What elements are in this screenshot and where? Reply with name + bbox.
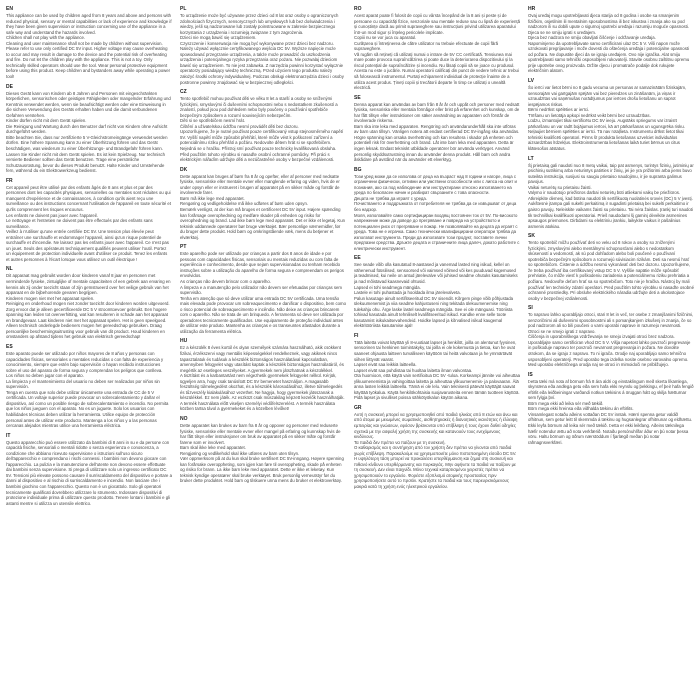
safety-paragraph: Children shall not play with the appliance.	[6, 35, 86, 41]
safety-paragraph: Čiščenja in uporabniškega vzdrževanja ne smejo izvajati otroci brez nadzora.	[528, 334, 675, 340]
safety-paragraph: Upozorňujeme, že je nutné používat pouze certifikovaný vstup stejnosměrného napětí 5V. Vyšší napětí může způsobit přehřátí, které může vést k poškození zařízení a potenciálnímu riziku přehřátí a požáru. Nedovolte dětem hrát si se spotřebičem. Nejedná se o hračku. Přístroj smí používat pouze technicky kvalifikovaná obsluha. Před použitím tohoto výrobku si nasaďte osobní ochranné pomůcky. Při práci s elektrickým nářadím udržujte děti a nezúčastněné osoby v bezpečné vzdálenosti.	[180, 129, 344, 163]
section-body	[180, 251, 346, 334]
section-body	[6, 91, 172, 174]
text-column	[354, 6, 520, 694]
safety-paragraph: Rengjøring og vedlikehold skal ikke utføres av barn uten tilsyn.	[180, 450, 300, 456]
safety-paragraph: Reiniging en onderhoud mogen niet zonder toezicht door kinderen worden uitgevoerd.	[6, 301, 170, 307]
safety-paragraph: Les enfants ne doivent pas jouer avec l'appareil.	[6, 212, 98, 218]
safety-paragraph: Този уред може да се използва от деца на възраст над 8 години и нагоре, лица с ограничени физически, сетивни или умствени способности или с липса на опит и познания, ако са под наблюдение или инструктирани относно използването на уреда по безопасен начин и разбират свързаните с това опасности.	[354, 173, 517, 196]
safety-paragraph: Le nettoyage et l'entretien ne doivent pas être effectués par des enfants sans surveillance.	[6, 218, 153, 229]
safety-instructions-page	[6, 6, 694, 694]
safety-paragraph: Rengøring og vedligeholdelse må ikke udføres af børn uden opsyn.	[180, 201, 309, 207]
safety-paragraph: Børn må ikke lege med apparatet.	[180, 195, 245, 201]
safety-paragraph: Curățarea și întreținerea de către utilizator nu trebuie efectuate de copii fără supraveghere.	[354, 40, 499, 52]
language-code: NL	[6, 266, 13, 273]
safety-paragraph: Моля, използвайте само сертифициран входящ постоянен ток от 5V. По-високото напрежение може да доведе до прегряване и повреда на устройството и потенциален риск от прегряване и пожар. Не позволявайте на децата да играят с уреда. Това не е играчка. Само технически квалифицирани оператори трябва да използват инструмента. Преди да използвате този продукт, поставете лични предпазни средства. Дръжте децата и страничните лица далеч, докато работите с електрически инструмент.	[354, 212, 520, 251]
section-body	[180, 423, 346, 484]
safety-paragraph: Este aparelho pode ser utilizado por crianças a partir dos 8 anos de idade e por pessoas com capacidades físicas, sensoriais ou mentais reduzidas ou com falta de experiência e conhecimento, desde que sejam supervisionadas ou tenham recebido instruções sobre a utilização do aparelho de forma segura e compreendam os perigos envolvidos.	[180, 251, 344, 279]
safety-paragraph: Questo apparecchio può essere utilizzato da bambini di 8 anni in su e da persone con capacità fisiche, sensoriali o mentali ridotte o senza esperienza e conoscenza, a condizione che abbiano ricevuto supervisione o istruzioni sull'uso sicuro dell'apparecchio e comprendano i rischi connessi. I bambini non devono giocare con l'apparecchio. La pulizia e la manutenzione dell'utente non devono essere effettuate dai bambini senza supervisione. Si prega di utilizzare solo un ingresso certificato DC 5V. Tensioni più elevate possono causare il surriscaldamento del dispositivo e portare a danni al dispositivo e al rischio di surriscaldamento e incendio. Non lasciare che i bambini giochino con l'apparecchio. Questo non è un giocattolo. Solo gli operatori tecnicamente qualificati dovrebbero utilizzare lo strumento. Indossare dispositivi di protezione individuale prima di utilizzare questo prodotto. Tenere lontani i bambini e gli astanti mentre si utilizza un utensile elettrico.	[6, 439, 172, 506]
safety-paragraph: Börn mega ekki hreinsa eða viðhalda tækinu án eftirlits.	[528, 406, 634, 412]
safety-paragraph: Kinderen mogen niet met het apparaat spelen.	[6, 295, 95, 301]
section-body	[6, 440, 172, 507]
safety-paragraph: Lapsed ei tohi seadmega mängida.	[354, 284, 421, 290]
language-code: PT	[180, 244, 187, 251]
safety-paragraph: Kinder dürfen nicht mit dem Gerät spielen.	[6, 118, 87, 124]
safety-paragraph: Djeca se ne smiju igrati s uređajem.	[528, 29, 597, 35]
safety-paragraph: Vă rugăm să rețineți că utilizați numai o intrare de 5V CC certificată. Tensiunea mai mare poate provoca supraîncălzirea și poate duce la deteriorarea dispozitivului și la riscul potențial de supraîncălzire și incendiu. Nu lăsați copiii să se joace cu produsul. Acesta nu este o jucărie. Numai operatorii calificați din punct de vedere tehnic ar trebui să folosească instrumentul. Purtați echipament individual de protecție înainte de a utiliza acest produs. Țineți copiii și trecătorii departe în timp ce utilizați o unealtă electrică.	[354, 51, 519, 91]
safety-paragraph: Vinsamlegast notaðu aðeins vottaðan DC 5V inntak. Hærri spenna getur valdið ofhitnun, sem getur leitt til skemmda á tækinu og hugsanlegrar ofhitnunar og eldhættu. Ekki leyfa börnum að leika sér með tækið. Þetta er ekki leikfang. Aðeins tæknilega hæfir notendur ættu að nota verkfærið. Notaðu persónuhlífar áður en þú notar þessa vöru. Haltu börnum og öðrum nærstöddum í fjarlægð meðan þú notar rafmagnsverkfæri.	[528, 411, 693, 445]
language-section	[6, 84, 172, 174]
safety-paragraph: Lastele ei tohi puhastada ja hooldada ilma järelevalveta.	[354, 290, 461, 296]
safety-paragraph: A limpeza e a manutenção pelo utilizador não devem ser efetuadas por crianças sem supervisão.	[180, 284, 342, 296]
safety-paragraph: Lapset eivät saa leikkiä laitteella.	[354, 362, 417, 368]
language-code: FI	[354, 332, 359, 339]
safety-paragraph: Atkreipkite dėmesį, kad būtina naudoti tik sertifikuotą nuolatinės srovės (DC) 5 V įvestį. Aukštesnė įtampa gali sukelti perkaitimą ir sugadinti prietaisą bei sukelti perkaitimo ir gaisro pavojų. Neleiskite vaikams žaisti su prietaisu. Tai nėra žaislas. Įrankį turi naudoti tik techniškai kvalifikuoti operatoriai. Prieš naudodami šį gaminį dėvėkite asmenines apsaugos priemones. Dirbdami su elektriniu įrankiu, laikykite vaikus ir pašalinius asmenis atokiau.	[528, 195, 693, 229]
safety-paragraph: Cet appareil peut être utilisé par des enfants âgés de 8 ans et plus et par des personnes dont les capacités physiques, sensorielles ou mentales sont réduites ou qui manquent d'expérience et de connaissances, à condition qu'ils aient reçu une surveillance ou des instructions concernant l'utilisation de l'appareil en toute sécurité et qu'ils comprennent les risques encourus.	[6, 184, 172, 212]
safety-paragraph: Należy używać wyłącznie certyfikowanego wejścia DC 5V. Wyższe napięcie może spowodować przegrzanie urządzenia, a także może prowadzić do uszkodzenia urządzenia i potencjalnego ryzyka przegrzania oraz pożaru. Nie pozwalaj dzieciom bawić się urządzeniem. To nie jest zabawka. Z narzędzia powinni korzystać wyłącznie operatorzy posiadający wiedzę techniczną. Przed użyciem tego produktu należy założyć środki ochrony indywidualnej. Podczas obsługi elektronarzędzia dzieci i osoby postronne powinny znajdować się w bezpiecznej odległości.	[180, 46, 344, 85]
safety-paragraph: Dit apparaat mag gebruikt worden door kinderen vanaf 8 jaar en personen met verminderde fysieke, zintuiglijke of mentale capaciteiten of een gebrek aan ervaring en kennis als zij onder toezicht staan of zijn geïnstrueerd over het veilige gebruik van het apparaat en de bijbehorende gevaren begrijpen.	[6, 273, 171, 296]
language-code: EE	[354, 255, 361, 262]
section-body	[180, 345, 346, 412]
safety-paragraph: Bemærk venligst, at der kun må bruges et certificeret DC 5V input. Højere spænding kan forårsage overophedning og medføre skader på enheden og risiko for overophedning og brand. Lad ikke børn lege med apparatet. Det er ikke et legetøj. Kun teknisk uddannede operatører bør bruge værktøjet. Bær personlige værnemidler, før du bruger dette produkt. Hold børn og omkringstående væk, mens du betjener et elværktøj.	[180, 206, 346, 240]
language-code: BG	[354, 166, 362, 173]
safety-paragraph: Acest aparat poate fi folosit de copii cu vârsta începând de la 8 ani și peste și de persoane cu capacități fizice, senzoriale sau mentale reduse sau cu lipsă de experiență și cunoștințe dacă au primit supraveghere sau instrucțiuni privind utilizarea aparatului într-un mod sigur și înțeleg pericolele implicate.	[354, 13, 520, 35]
safety-paragraph: Barn ska inte leka med apparaten. Rengöring och användarunderhåll ska inte utföras av barn utan tillsyn. Vänligen notera att endast certifierad DC 5V-ingång ska användas. Högre spänning kan orsaka överhettning och kan resultera i skador på enheten och potentiell risk för överhettning och brand. Låt inte barn leka med apparaten. Detta är ingen leksak. Endast tekniskt utbildade operatörer bör använda verktyget. Använd personlig skyddsutrustning innan du använder denna produkt. Håll barn och andra åskådare på avstånd när du använder ett elverktyg.	[354, 123, 520, 163]
safety-paragraph: Este aparato puede ser utilizado por niños mayores de 8 años y personas con capacidades físicas, sensoriales o mentales reducidas o con falta de experiencia y conocimiento, siempre que estén bajo supervisión o hayan recibido instrucciones sobre el uso del aparato de forma segura y comprendan los peligros que conlleva.	[6, 350, 164, 373]
safety-paragraph: Šį prietaisą gali naudoti nuo 8 metų vaikai, taip pat asmenys, turintys fizinių, jutiminių ar psichinių sutrikimų arba neturintys patirties ir žinių, jei jie yra prižiūrimi arba jiems buvo suteikta instrukcija, susijusi su saugiu prietaiso naudojimu, ir jie supranta galimus pavojus.	[528, 162, 694, 185]
language-section	[180, 89, 346, 163]
safety-paragraph: Napominjemo da upotrebljavate samo certificirani ulaz DC 5 V. Viši napon može uzrokovati pregrijavanje i može dovesti do oštećenja uređaja i potencijalne opasnosti od požara. Ne dopustite djeci da se igraju uređajem. Ovo nije igračka. Alat smiju upotrebljavati samo tehnički osposobljeni rukovatelji. Stavite osobnu zaštitnu opremu prije upotrebe ovog proizvoda. Držite djecu i promatrače podalje dok rukujete električnim alatom.	[528, 40, 690, 74]
language-section	[354, 95, 520, 163]
safety-paragraph: Čištění a uživatelskou údržbu nesmí provádět děti bez dozoru.	[180, 123, 299, 129]
text-column	[6, 6, 172, 694]
safety-paragraph: Ο καθαρισμός και η συντήρηση από τον χρήστη δεν πρέπει να γίνονται από παιδιά χωρίς επίβλεψη. Παρακαλούμε να χρησιμοποιείτε μόνο πιστοποιημένη είσοδο DC 5V. Η υψηλότερη τάση μπορεί να προκαλέσει υπερθέρμανση και ζημιά στη συσκευή και πιθανό κίνδυνο υπερθέρμανσης και πυρκαγιάς. Μην αφήνετε τα παιδιά να παίζουν με τη συσκευή. Δεν είναι παιχνίδι. Μόνο τεχνικά καταρτισμένοι χειριστές πρέπει να χρησιμοποιούν το εργαλείο. Φορέστε εξοπλισμό ατομικής προστασίας πριν χρησιμοποιήσετε αυτό το προϊόν. Κρατήστε τα παιδιά και τους παρευρισκόμενους μακριά κατά τη χρήση ενός ηλεκτρικού εργαλείου.	[354, 445, 517, 490]
section-body	[180, 174, 346, 241]
safety-paragraph: Šo ierīci var lietot bērni no 8 gadu vecuma un personas ar samazinātām fiziskajām, sensorajām vai garīgajām spējām vai bez pieredzes un zināšanām, ja viņas ir uzraudzītas vai saņēmušas norādījumus par ierīces drošu lietošanu un saprot iespējamos riskus.	[528, 85, 687, 107]
safety-paragraph: Bitte beachten Sie, dass nur zertifizierte 5 V-Gleichstromeingänge verwendet werden dürfen. Eine höhere Spannung kann zu einer Überhitzung führen und das Gerät beschädigen, was wiederum zu einer Überhitzungs- und Brandgefahr führen kann. Lassen Sie Kinder nicht mit dem Gerät spielen. Es ist kein Spielzeug. Nur technisch versierte Bediener sollten das Gerät benutzen. Trage eine persönliche Schutzausrüstung, bevor du dieses Produkt benutzt. Halte Kinder und Umstehende fern, während du ein Elektrowerkzeug bedienst.	[6, 134, 168, 174]
safety-paragraph: Börn mega ekki að leika sér með tækið.	[528, 400, 604, 406]
language-code: DK	[180, 166, 188, 173]
language-code: PL	[180, 6, 187, 12]
language-section	[528, 305, 694, 367]
language-code: FR	[6, 177, 13, 184]
safety-paragraph: Bērni nedrīkst spēlēties ar ierīci.	[528, 107, 590, 113]
language-section	[528, 78, 694, 152]
safety-paragraph: La limpieza y el mantenimiento del usuario no deben ser realizados por niños sin supervisión.	[6, 378, 160, 390]
section-body	[528, 163, 694, 230]
safety-paragraph: Tento spotřebič mohou používat děti ve věku 8 let a starší a osoby se sníženými fyzickými, smyslovými či duševními schopnostmi nebo s nedostatkem zkušeností a znalostí, pokud jsou pod dohledem nebo byly poučeny o používání spotřebiče bezpečným způsobem a rozumí souvisejícím nebezpečím.	[180, 96, 338, 118]
safety-paragraph: Lūdzu, izmantojiet tikai sertificētu DC 5V ieeju. Augstāks spriegums var izraisīt pārkaršanu un var radīt bojājumus ierīcei, kā arī pārkaršanas un ugunsgrēka risku. Neļaujiet bērniem spēlēties ar ierīci. Tā nav rotaļlieta. Instrumentu drīkst lietot tikai tehniski kvalificēti operatori. Pirms šī produkta lietošanas uzvelciet individuālos aizsardzības līdzekļus. Elektroinstrumenta lietošanas laikā turiet bērnus un citus klātesošos atstatus.	[528, 118, 685, 152]
safety-paragraph: Czyszczenie i konserwacja nie mogą być wykonywane przez dzieci bez nadzoru.	[180, 40, 334, 46]
section-body	[6, 185, 172, 263]
safety-paragraph: Lapset eivät saa puhdistaa tai huoltaa laitetta ilman valvontaa.	[354, 367, 473, 373]
safety-paragraph: Tätä laitetta voivat käyttää yli 8-vuotiaat lapset ja henkilöt, joilla on alentunut fyysinen, sensorinen tai henkinen toimintakyky, tai joilla ei ole kokemusta ja tietoa, kun he ovat saaneet ohjausta laitteen turvalliseen käyttöön tai heitä valvotaan ja he ymmärtävät siihen liittyvät vaarat.	[354, 339, 517, 362]
language-code: LT	[528, 155, 534, 162]
section-body	[354, 412, 520, 490]
section-body	[528, 312, 694, 367]
section-body	[6, 351, 172, 429]
language-code: DE	[6, 83, 13, 90]
section-body	[6, 273, 172, 340]
safety-paragraph: Otroci se ne smejo igrati z napravo.	[528, 328, 596, 334]
safety-paragraph: Ovaj uređaj mogu upotrebljavati djeca starija od 8 godina i osobe sa smanjenim fizičkim, osjetilnim ili mentalnim sposobnostima ili bez iskustva i znanja ako su pod nadzorom ili su dobili upute o sigurnoj upotrebi uređaja i razumiju moguće opasnosti.	[528, 13, 689, 30]
safety-paragraph: Τα παιδιά δεν πρέπει να παίζουν με τη συσκευή.	[354, 439, 446, 445]
language-section	[180, 244, 346, 334]
text-column	[180, 6, 346, 694]
language-code: SK	[528, 233, 535, 240]
safety-paragraph: This appliance can be used by children aged from 8 years and above and persons with reduced physical, sensory or mental capabilities or lack of experience and knowledge if they have been given supervision or instruction concerning use of the appliance in a safe way and understand the hazards involved.	[6, 13, 172, 35]
language-section	[6, 178, 172, 263]
section-body	[528, 85, 694, 152]
safety-paragraph: Децата не трябва да играят с уреда.	[354, 195, 427, 201]
language-section	[354, 255, 520, 329]
safety-paragraph: Dieses Gerät kann von Kindern ab 8 Jahren und Personen mit eingeschränkten körperlichen, sensorischen oder geistigen Fähigkeiten oder mangelnder Erfahrung und Kenntnis verwendet werden, wenn sie beaufsichtigt werden oder eine Einweisung in die sichere Verwendung des Geräts erhalten haben und die damit verbundenen Gefahren verstehen.	[6, 90, 171, 118]
text-column	[528, 6, 694, 694]
language-code: LV	[528, 78, 535, 85]
safety-paragraph: Vær oppmerksom på at du kun skal bruke sertifisert DC 5V-inngang. Høyere spenning kan forårsake overoppheting, som igjen kan føre til overoppheting, skade på enheten og risiko for brann. La ikke barn leke med apparatet. Dette er ikke et leketøy. Kun teknisk kyndige operatører skal bruke verktøyet. Bruk personlig verneutstyr før du bruker dette produktet. Hold barn og tilskuere unna mens du bruker et elektroverktøy.	[180, 456, 344, 484]
safety-paragraph: To urządzenie może być używane przez dzieci od 8 lat oraz osoby o ograniczonych zdolnościach fizycznych, sensorycznych lub umysłowych lub bez doświadczenia i wiedzy, jeśli są nadzorowane lub zostały poinstruowane w zakresie bezpiecznego korzystania z urządzenia i rozumieją związane z tym zagrożenia.	[180, 13, 339, 35]
safety-paragraph: Die Reinigung und Wartung durch den Benutzer darf nicht von Kindern ohne Aufsicht durchgeführt werden.	[6, 123, 168, 135]
language-code: RO	[354, 6, 362, 12]
section-body	[354, 262, 520, 329]
language-section	[354, 167, 520, 252]
language-code: SE	[354, 94, 361, 101]
section-body	[528, 379, 694, 446]
safety-paragraph: Αυτή η συσκευή μπορεί να χρησιμοποιηθεί από παιδιά ηλικίας από 8 ετών και άνω και από άτομα με μειωμένες σωματικές, αισθητηριακές ή διανοητικές ικανότητες ή έλλειψη εμπειρίας και γνώσεων, εφόσον βρίσκονται υπό επίβλεψη ή τους έχουν δοθεί οδηγίες σχετικά με την ασφαλή χρήση της συσκευής και κατανοούν τους ενεχόμενους κινδύνους.	[354, 411, 518, 440]
section-body	[354, 13, 520, 91]
language-section	[354, 405, 520, 490]
language-section	[6, 6, 172, 80]
safety-paragraph: Denna apparat kan användas av barn från 8 år år och uppåt och personer med nedsatt fysiska, sensoriska eller mentala förmågor eller brist på erfarenhet och kunskap, om de har fått tillsyn eller instruktioner om säker användning av apparaten och förstår de involverade riskerna.	[354, 101, 520, 124]
section-body	[528, 13, 694, 74]
safety-paragraph: Þetta tæki má nota af börnum frá 8 ára aldri og einstaklingum með skerta líkamlega, skynræna eða andlega getu eða sem hafa ekki reynslu og þekkingu, ef þeir hafa fengið eftirlit eða leiðbeiningar varðandi notkun tækisins á öruggan hátt og skilja hætturnar sem fylgja því.	[528, 378, 694, 401]
section-body	[180, 96, 346, 163]
safety-paragraph: Palun kasutage ainult sertifitseeritud DC 5V sisendit. Kõrgem pinge võib põhjustada ülekuumenemist ja viia seadme kahjustuseni ning tekitada ülekuumenemise ning tulekahju ohu. Ärge laske lastel seadmega mängida. See ei ole mänguasi. Tööriista tohivad kasutada ainult tehniliselt kvalifitseeritud isikud. Kandke enne selle toote kasutamist isikukaitsevahendeid. Hoidke lapsed ja kõrvalised isikud kaugemal elektritööriista kasutamise ajal!	[354, 295, 514, 329]
language-code: SI	[528, 305, 533, 312]
safety-paragraph: As crianças não devem brincar com o aparelho.	[180, 278, 271, 284]
language-section	[6, 266, 172, 340]
safety-paragraph: Please refer to use only certified DC 5V input. Higher voltage may cause overheating to occur and may result in damage to the device and the potential risk of overheating and fire. Do not let the children play with the appliance. This is not a toy. Only technically skilled operators should use the tool. Wear personal protective equipment before using this product. Keep children and bystanders away while operating a power tool!	[6, 46, 171, 80]
safety-paragraph: Los niños no deben jugar con el aparato.	[6, 373, 84, 379]
safety-paragraph: Děti si se spotřebičem nesmí hrát.	[180, 118, 245, 124]
safety-paragraph: A tisztítást és a karbantartást nem végezhetik gyermekek felügyelet nélkül. Kérjük, ügyeljen arra, hogy csak tanúsított DC 5V bemenetet használjon. A magasabb feszültség túlmelegedést okozhat, és a készülék károsodásához, illetve túlmelegedés és tűzveszély kialakulásához vezethet. Ne hagyja, hogy gyermekek játsszanak a készülékkel. Ez nem játék. Az eszközt csak műszakilag képzett kezelők használhatják. A termék használata előtt viseljen személyi védőfelszerelést. A termék használata közben tartsa távol a gyermekeket és a közelben lévőket!	[180, 373, 345, 412]
language-code: EN	[6, 6, 13, 12]
section-body	[6, 13, 172, 80]
safety-paragraph: Ota huomioon, että käytä vain sertifioitua DC 5V -tuloa. Korkeampi jännite voi aiheuttaa ylikuumenemista ja vahingoittaa laitetta ja aiheuttaa ylikuumenemis- ja palovaaran. Älä anna lasten leikkiä laitteella. Tämä ei ole lelu. Vain teknisesti pätevät käyttäjät saavat käyttää työkalua. Käytä henkilökohtaisia suojavarusteita ennen tämän tuotteen käyttöä. Pidä lapset ja sivulliset poissa sähkötyökalun käytön aikana.	[354, 373, 520, 401]
safety-paragraph: Dzieci nie mogą bawić się urządzeniem.	[180, 35, 257, 41]
language-code: HU	[180, 338, 188, 345]
safety-paragraph: Почистването и поддръжката от потребителя не трябва да се извършват от деца без надзор.	[354, 201, 517, 212]
section-body	[354, 174, 520, 252]
language-section	[6, 344, 172, 429]
language-section	[6, 433, 172, 507]
safety-paragraph: Copiii nu se vor juca cu aparatul.	[354, 35, 417, 41]
language-section	[528, 6, 694, 74]
safety-paragraph: Tento spotrebič môžu používať deti vo veku od 8 rokov a osoby so zníženými fyzickými, zmyslovými alebo mentálnymi schopnosťami alebo s nedostatkom skúseností a vedomostí, ak sú pod dohľadom alebo boli poučené o používaní spotrebiča bezpečným spôsobom a rozumejú súvisiacim rizikám. Deti sa nesmú hrať so spotrebičom. Čistenie a údržbu nesmú vykonávať deti bez dozoru. Upozorňujeme, že treba používať iba certifikovaný vstup DC 5 V. Vyššie napätie môže spôsobiť prehriatie, čo môže viesť k poškodeniu zariadenia a potenciálnemu riziku prehriatia a požiaru. Nedovoľte deťom hrať sa so spotrebičom. Toto nie je hračka. Nástroj by mali používať len technicky zdatní operátori. Pred použitím tohto výrobku si nasaďte osobné ochranné prostriedky. Pri obsluhe elektrického náradia udržujte deti a okolostojace osoby v bezpečnej vzdialenosti.	[528, 240, 694, 301]
language-code: IS	[528, 371, 533, 378]
language-section	[180, 167, 346, 241]
safety-paragraph: Tenha em atenção que só deve utilizar uma entrada DC 5V certificada. Uma tensão mais elevada pode provocar um sobreaquecimento e danificar o dispositivo, bem como o risco potencial de sobreaquecimento e incêndio. Não deixe as crianças brincarem com o aparelho. Não se trata de um brinquedo. A ferramenta só deve ser utilizada por operadores tecnicamente qualificados. Use equipamento de proteção individual antes de utilizar este produto. Mantenha as crianças e os transeuntes afastados durante a utilização da ferramenta elétrica.	[180, 295, 346, 334]
language-section	[528, 156, 694, 230]
language-section	[354, 333, 520, 401]
safety-paragraph: Ez a készülék 8 éves kortól és olyan személyek számára használható, akik csökkent fizikai, érzékszervi vagy mentális képességekkel rendelkeznek, vagy akiknek nincs tapasztalatuk és tudásuk a készülék biztonságos használatával kapcsolatban, amennyiben felügyelet vagy utasítást kaptak a készülék biztonságos használatáról, és megértik az esetleges veszélyeket. A gyermekek nem játszhatnak a készülékkel.	[180, 345, 344, 373]
language-section	[180, 338, 346, 412]
safety-paragraph: Barn skal ikke leke med apparatet.	[180, 445, 246, 451]
safety-paragraph: Tīrīšanu un lietotāja apkopi nedrīkst veikt bērni bez uzraudzības.	[528, 112, 651, 118]
language-section	[528, 233, 694, 301]
safety-paragraph: Djeca bez nadzora ne smiju obavljati čišćenje i održavanje uređaja.	[528, 35, 656, 41]
section-body	[528, 240, 694, 301]
language-section	[528, 372, 694, 446]
language-code: CZ	[180, 89, 187, 96]
safety-paragraph: See seade võib olla kasutatud 8-aastased ja vanemad lasted ning isikud, kellel on vähenenud füüsilised, sensoorsed või vaimsed võimed või kes puuduvad kogemused ja teadmised, kui neile on antud järelevalve või juhised seadme ohutuks kasutamiseks ja nad mõistavad kaasnevaid ohtusid.	[354, 262, 518, 284]
section-body	[180, 13, 346, 85]
language-section	[180, 6, 346, 85]
safety-paragraph: Vaikai neturėtų su prietaisu žaisti.	[528, 184, 592, 190]
section-body	[354, 102, 520, 163]
section-body	[354, 340, 520, 401]
safety-paragraph: Valymo ir naudotojo priežiūros darbai neturėtų būti atliekami vaikų be priežiūros.	[528, 190, 681, 196]
language-code: HR	[528, 6, 536, 12]
language-code: NO	[180, 416, 188, 422]
language-section	[180, 416, 346, 484]
language-code: GR	[354, 404, 362, 411]
language-section	[354, 6, 520, 91]
safety-paragraph: Veillez à n'utiliser qu'une entrée certifiée DC 5V. Une tension plus élevée peut entraîner une surchauffe et endommager l'appareil, ainsi qu'un risque potentiel de surchauffe et d'incendie. Ne laissez pas les enfants jouer avec l'appareil. Ce n'est pas un jouet. Seuls des opérateurs techniquement qualifiés peuvent utiliser l'outil. Portez un équipement de protection individuelle avant d'utiliser ce produit. Tenez les enfants et autres personnes à l'écart lorsque vous utilisez un outil électrique !	[6, 229, 169, 262]
safety-paragraph: Dette apparat kan bruges af børn fra 8 år og opefter, eller af personer med nedsatte fysiske, sensoriske eller mentale evner eller manglende erfaring og viden, hvis de er under opsyn eller er instrueret i brugen af apparatet på en sikker måde og forstår de involverede farer.	[180, 173, 340, 196]
safety-paragraph: Dette apparatet kan brukes av barn fra 8 år og oppover og personer med reduserte fysiske, sensoriske eller mentale evner eller mangel på erfaring og kunnskap hvis de har fått tilsyn eller instruksjoner om bruk av apparatet på en sikker måte og forstår farene som er involvert.	[180, 423, 341, 445]
safety-paragraph: Zorg ervoor dat je alleen gecertificeerde DC 5 V stroomtoevoer gebruikt. Een hogere spanning kan leiden tot oververhitting, wat kan resulteren in schade aan het apparaat en brandgevaar. Laat kinderen niet met het apparaat spelen. Het is geen speelgoed. Alleen technisch onderlegde bedieners mogen het gereedschap gebruiken. Draag persoonlijke beschermingsuitrusting voor gebruik van dit product. Houd kinderen en omstanders op afstand tijdens het gebruik van elektrisch gereedschap!	[6, 306, 168, 340]
language-code: IT	[6, 432, 11, 439]
safety-paragraph: Uporabljajte samo certificiran vhod DC 5 V. Višja napetost lahko povzroči pregrevanje in poškoduje napravo ter povzroči nevarnost pregrevanja in požara. Ne dovolite otrokom, da se igrajo z napravo. To ni igrača. Orodje naj uporabljajo samo tehnično usposobljeni operaterji. Pred uporabo tega izdelka nosite osebno varovalno opremo. Med uporabo električnega orodja naj se otroci in mimoidoči ne približujejo.	[528, 339, 691, 368]
safety-paragraph: To napravo lahko uporabljajo otroci, stari 8 let in več, ter osebe z zmanjšanimi fizičnimi, senzoričnimi ali duševnimi sposobnostmi ali s pomanjkanjem izkušenj in znanja, če so pod nadzorom ali so bili poučeni o varni uporabi naprave in razumejo nevarnosti.	[528, 312, 694, 329]
safety-paragraph: Cleaning and user maintenance shall not be made by children without supervision.	[6, 40, 163, 46]
safety-paragraph: Tenga en cuenta que solo debe utilizar únicamente una entrada de CC de 5 V certificada. Un voltaje superior puede provocar un sobrecalentamiento y dañar el dispositivo, así como un posible riesgo de sobrecalentamiento e incendio. No permita que los niños jueguen con el aparato. No es un juguete. Solo los usuarios con habilidades técnicas deben utilizar la herramienta. Utilice equipo de protección personal antes de utilizar este producto. Mantenga a los niños y a las personas cercanas alejados mientras utilice una herramienta eléctrica.	[6, 389, 169, 429]
language-code: ES	[6, 343, 13, 350]
